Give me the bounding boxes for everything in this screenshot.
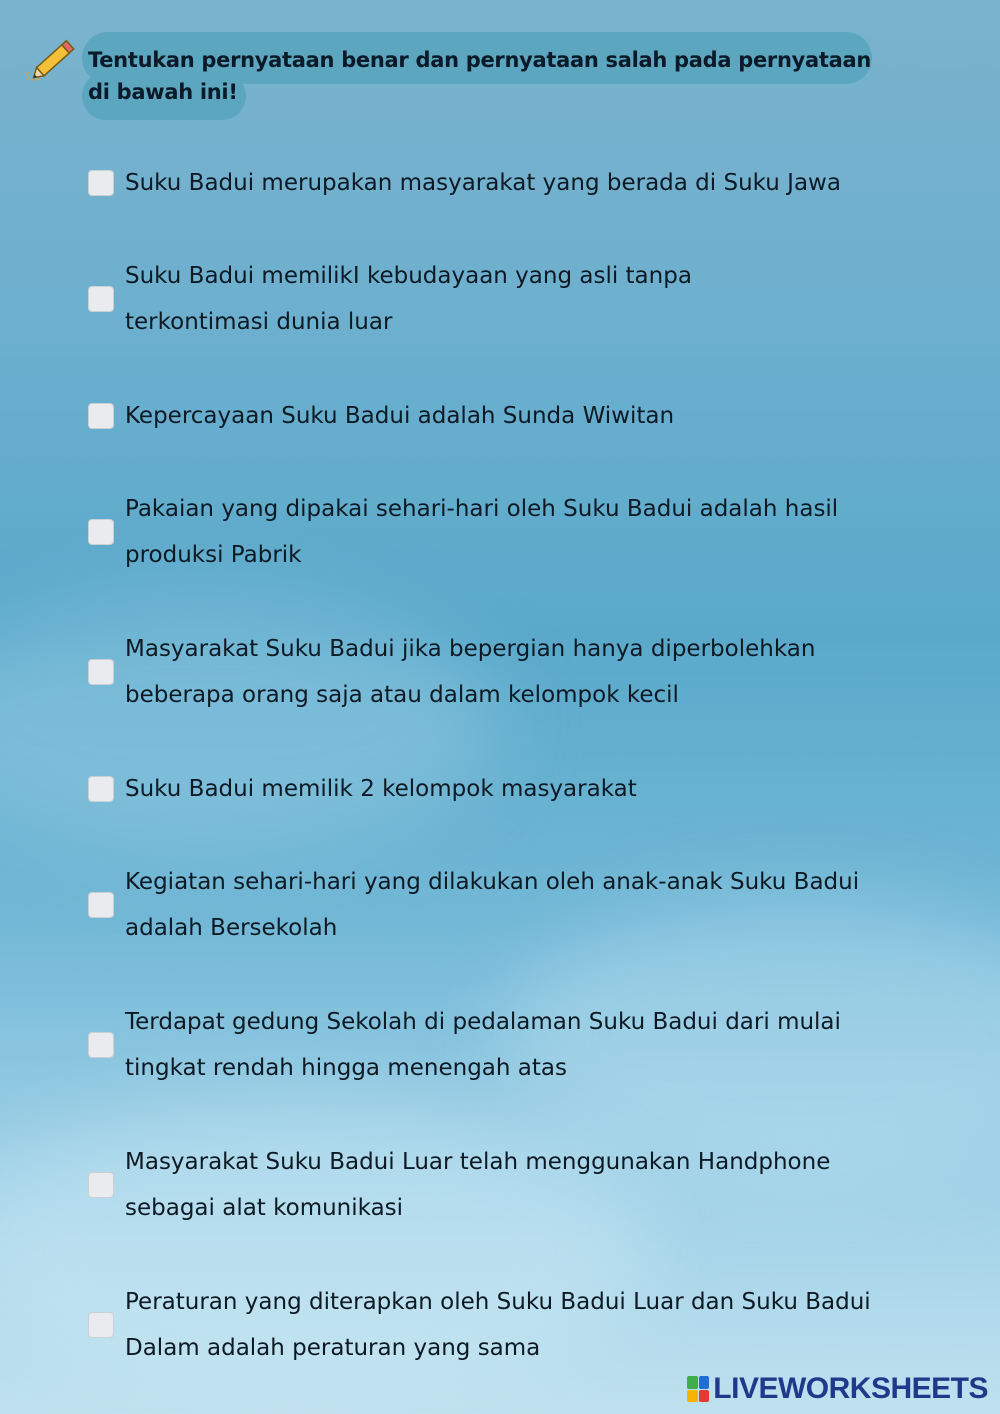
- statement-item: [88, 393, 908, 439]
- statement-item: [88, 999, 908, 1091]
- instruction-title: Tentukan pernyataan benar dan pernyataan salah pada pernyataan di bawah ini!: [88, 48, 871, 104]
- statement-checkbox[interactable]: [88, 1312, 114, 1338]
- statement-item: [88, 1139, 908, 1231]
- statement-text: Terdapat gedung Sekolah di pedalaman Suku Badui dari mulai tingkat rendah hingga menengah atas: [125, 1009, 841, 1081]
- statement-item: [88, 1279, 908, 1371]
- brand-name: LIVEWORKSHEETS: [713, 1372, 988, 1405]
- statement-item: [88, 766, 908, 812]
- statement-text: Kegiatan sehari-hari yang dilakukan oleh anak-anak Suku Badui adalah Bersekolah: [125, 869, 860, 941]
- liveworksheets-logo-icon: [687, 1376, 709, 1402]
- statement-checkbox[interactable]: [88, 403, 114, 429]
- statement-checkbox[interactable]: [88, 659, 114, 685]
- instruction-header: [24, 32, 904, 122]
- statement-text: Suku Badui memilikI kebudayaan yang asli tanpa terkontimasi dunia luar: [125, 263, 692, 335]
- statement-checkbox[interactable]: [88, 776, 114, 802]
- statement-text: Suku Badui memilik 2 kelompok masyarakat: [125, 776, 637, 802]
- statement-checkbox[interactable]: [88, 170, 114, 196]
- statement-text: Masyarakat Suku Badui jika bepergian hanya diperbolehkan beberapa orang saja atau dalam kelompok kecil: [125, 636, 816, 708]
- statement-item: [88, 160, 908, 206]
- statement-text: Suku Badui merupakan masyarakat yang berada di Suku Jawa: [125, 170, 841, 196]
- statement-item: [88, 626, 908, 718]
- statement-text: Peraturan yang diterapkan oleh Suku Badui Luar dan Suku Badui Dalam adalah peraturan yang sama: [125, 1289, 871, 1361]
- liveworksheets-brand[interactable]: [687, 1372, 988, 1406]
- statement-checkbox[interactable]: [88, 1172, 114, 1198]
- statement-text: Pakaian yang dipakai sehari-hari oleh Suku Badui adalah hasil produksi Pabrik: [125, 496, 839, 568]
- statement-checkbox[interactable]: [88, 892, 114, 918]
- statement-text: Masyarakat Suku Badui Luar telah menggunakan Handphone sebagai alat komunikasi: [125, 1149, 831, 1221]
- statement-item: [88, 253, 908, 345]
- statement-item: [88, 859, 908, 951]
- statement-checkbox[interactable]: [88, 1032, 114, 1058]
- pencil-icon: [24, 36, 80, 84]
- statement-item: [88, 486, 908, 578]
- statement-checkbox[interactable]: [88, 519, 114, 545]
- statement-text: Kepercayaan Suku Badui adalah Sunda Wiwitan: [125, 403, 675, 429]
- statement-checkbox[interactable]: [88, 286, 114, 312]
